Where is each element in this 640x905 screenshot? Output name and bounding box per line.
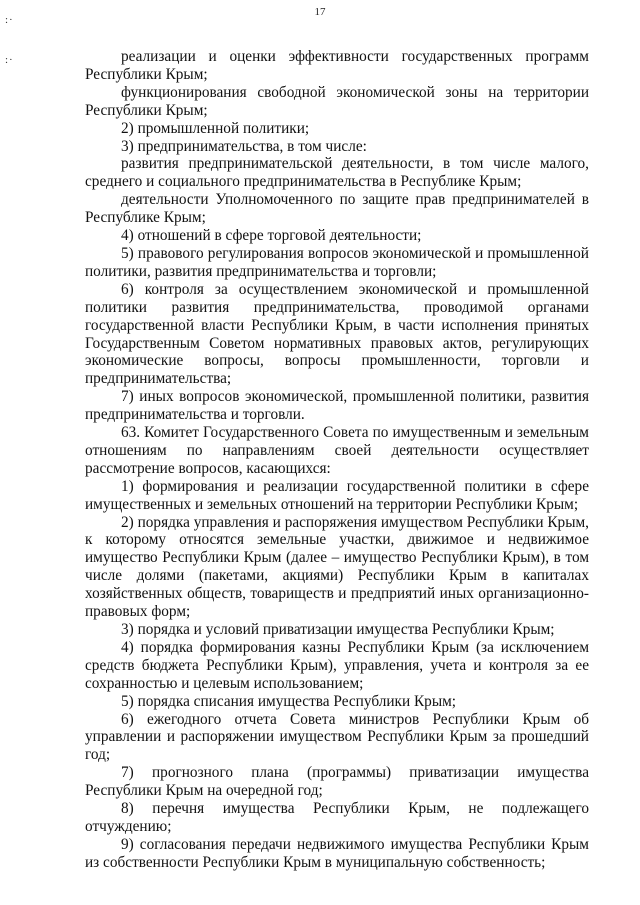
list-item: 6) ежегодного отчета Совета министров Республики Крым об управлении и распоряжении имуществом Республики Крым за прошедший год;	[85, 710, 589, 764]
paragraph: развития предпринимательской деятельности, в том числе малого, среднего и социального предпринимательства в Республике Крым;	[85, 155, 589, 191]
list-item: 5) правового регулирования вопросов экономической и промышленной политики, развития предпринимательства и торговли;	[85, 244, 589, 280]
list-item: 3) предпринимательства, в том числе:	[121, 137, 367, 155]
list-item: 6) контроля за осуществлением экономической и промышленной политики развития предпринимательства, проводимой органами государственной власти Республики Крым, в части исполнения принятых Государственным Советом нормативных правовых актов, регулирующих экономические вопросы, вопросы промышленности, торговли и предпринимательства;	[85, 280, 589, 388]
paragraph: функционирования свободной экономической зоны на территории Республики Крым;	[85, 83, 589, 119]
list-item: 8) перечня имущества Республики Крым, не подлежащего отчуждению;	[85, 800, 589, 835]
list-item: 3) порядка и условий приватизации имущества Республики Крым;	[121, 621, 555, 638]
list-item: 4) отношений в сфере торговой деятельности;	[121, 227, 422, 245]
list-item: 2) порядка управления и распоряжения имуществом Республики Крым, к которому относятся земельные участки, движимое и недвижимое имущество Республики Крым (далее – имущество Республики Крым), в том числе долями (пакетами, акциями) Республики Крым в капиталах хозяйственных обществ, товариществ и предприятий иных организационно-правовых форм;	[85, 513, 589, 621]
list-item: 2) промышленной политики;	[121, 119, 310, 137]
list-item: 7) прогнозного плана (программы) приватизации имущества Республики Крым на очередной год;	[85, 764, 589, 800]
margin-mark: :·	[5, 14, 14, 26]
margin-mark: :·	[5, 54, 14, 66]
section-63-paragraph: 63. Комитет Государственного Совета по имущественным и земельным отношениям по направлениям своей деятельности осуществляет рассмотрение вопросов, касающихся:	[85, 424, 589, 477]
page-number: 17	[314, 6, 326, 18]
paragraph: реализации и оценки эффективности государственных программ Республики Крым;	[85, 48, 589, 83]
list-item: 4) порядка формирования казны Республики Крым (за исключением средств бюджета Республики Крым), управления, учета и контроля за ее сохранностью и целевым использованием;	[85, 638, 589, 692]
list-item: 5) порядка списания имущества Республики Крым;	[121, 692, 457, 710]
paragraph: деятельности Уполномоченного по защите прав предпринимателей в Республике Крым;	[85, 191, 589, 227]
document-body	[85, 48, 589, 872]
list-item: 7) иных вопросов экономической, промышленной политики, развития предпринимательства и торговли.	[85, 388, 589, 424]
list-item: 1) формирования и реализации государственной политики в сфере имущественных и земельных отношений на территории Республики Крым;	[85, 477, 589, 513]
list-item: 9) согласования передачи недвижимого имущества Республики Крым из собственности Республики Крым в муниципальную собственность;	[85, 835, 589, 871]
